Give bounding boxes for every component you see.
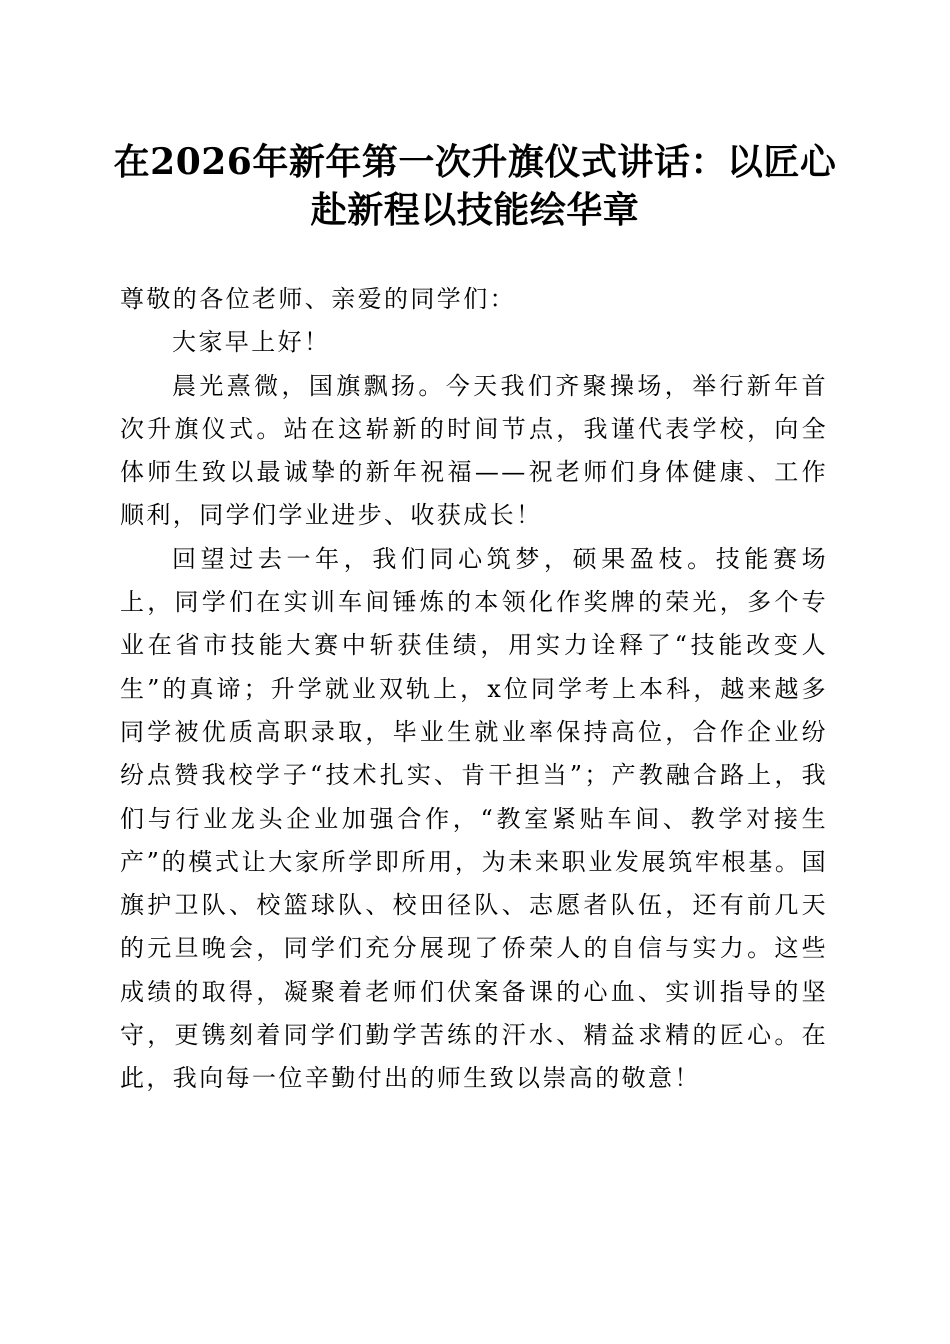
document-title: [100, 138, 850, 234]
title-line-1: 在2026年新年第一次升旗仪式讲话：以匠心: [113, 141, 837, 183]
document-body: [120, 278, 828, 1101]
title-line-2: 赴新程以技能绘华章: [310, 189, 640, 231]
greeting-paragraph: 大家早上好！: [172, 328, 331, 357]
review-paragraph: 回望过去一年，我们同心筑梦，硕果盈枝。技能赛场上，同学们在实训车间锤炼的本领化作奖牌的荣光，多个专业在省市技能大赛中斩获佳绩，用实力诠释了“技能改变人生”的真谛；升学就业双轨上，x位同学考上本科，越来越多同学被优质高职录取，毕业生就业率保持高位，合作企业纷纷点赞我校学子“技术扎实、肯干担当”；产教融合路上，我们与行业龙头企业加强合作，“教室紧贴车间、教学对接生产”的模式让大家所学即所用，为未来职业发展筑牢根基。国旗护卫队、校篮球队、校田径队、志愿者队伍，还有前几天的元旦晚会，同学们充分展现了侨荣人的自信与实力。这些成绩的取得，凝聚着老师们伏案备课的心血、实训指导的坚守，更镌刻着同学们勤学苦练的汗水、精益求精的匠心。在此，我向每一位辛勤付出的师生致以崇高的敬意！: [120, 544, 828, 1093]
salutation: 尊敬的各位老师、亲爱的同学们：: [120, 285, 516, 313]
opening-paragraph: 晨光熹微，国旗飘扬。今天我们齐聚操场，举行新年首次升旗仪式。站在这崭新的时间节点，我谨代表学校，向全体师生致以最诚挚的新年祝福——祝老师们身体健康、工作顺利，同学们学业进步、收获成长！: [120, 371, 828, 530]
